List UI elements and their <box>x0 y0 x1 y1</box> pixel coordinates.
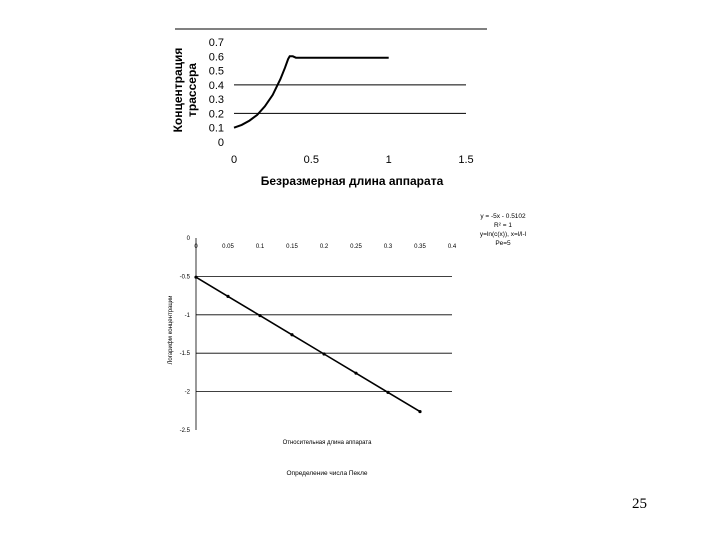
chart2-x-tick-label: 0.05 <box>222 244 234 250</box>
chart2-x-tick-label: 0.4 <box>447 244 457 250</box>
chart1-y-tick-label: 0.5 <box>208 65 224 78</box>
chart2-data-point <box>386 391 389 394</box>
chart2-data-point <box>194 276 197 279</box>
chart2-annotation-line: Pe=5 <box>495 240 511 247</box>
chart1-y-tick-label: 0.3 <box>208 94 224 107</box>
chart1-y-tick-label: 0.2 <box>208 108 224 121</box>
page-number: 25 <box>632 496 647 512</box>
chart2-x-tick-label: 0.25 <box>350 244 362 250</box>
chart1-y-axis-label-line1: Концентрация <box>171 47 185 133</box>
concentration-chart <box>171 37 474 188</box>
chart1-y-tick-label: 0.1 <box>208 122 224 135</box>
chart2-y-tick-label: -0.5 <box>179 274 190 281</box>
chart2-data-point <box>290 333 293 336</box>
chart2-annotation-line: y = -5x - 0.5102 <box>480 213 526 220</box>
chart1-series-line <box>234 56 389 127</box>
chart2-data-point <box>322 352 325 355</box>
chart2-data-point <box>226 295 229 298</box>
chart2-x-tick-label: 0.15 <box>286 244 298 250</box>
chart2-data-point <box>418 410 421 413</box>
chart2-x-tick-label: 0.35 <box>414 244 426 250</box>
chart2-y-tick-label: -2.5 <box>179 428 190 434</box>
chart2-x-tick-label: 0.1 <box>255 244 265 250</box>
chart1-y-ticks <box>209 37 224 149</box>
chart2-y-tick-label: -2 <box>184 389 190 396</box>
chart1-y-tick-label: 0.7 <box>208 37 224 49</box>
chart2-annotation-line: R² = 1 <box>494 222 512 229</box>
peclet-chart <box>168 213 527 477</box>
chart1-y-axis-label-line2: трассера <box>185 63 199 117</box>
chart2-x-axis-label: Относительная длина аппарата <box>282 440 372 446</box>
chart1-y-tick-label: 0.6 <box>208 51 224 64</box>
chart2-x-tick-label: 0 <box>194 244 198 250</box>
chart2-y-tick-label: -1 <box>184 312 190 319</box>
chart1-x-tick-label: 1 <box>385 154 392 166</box>
chart2-y-axis-label: Логарифм концентрации <box>168 295 174 365</box>
chart1-x-axis-label: Безразмерная длина аппарата <box>260 174 444 188</box>
chart1-y-tick-label: 0.4 <box>208 79 224 92</box>
chart2-y-ticks <box>180 236 191 434</box>
chart2-data-point <box>354 372 357 375</box>
chart1-x-tick-label: 1.5 <box>458 154 474 166</box>
chart1-x-tick-label: 0 <box>230 154 238 166</box>
chart2-data-point <box>258 314 261 317</box>
chart2-x-ticks <box>194 244 457 250</box>
chart2-y-tick-label: 0 <box>186 236 190 242</box>
chart2-y-tick-label: -1.5 <box>179 351 190 358</box>
chart2-x-tick-label: 0.2 <box>319 244 329 250</box>
chart2-annotation <box>480 213 527 247</box>
chart2-annotation-line: y=ln(c(x)), x=l/l-l <box>479 231 527 238</box>
chart1-y-tick-label: 0 <box>217 137 224 149</box>
chart1-x-tick-label: 0.5 <box>303 154 319 166</box>
chart2-x-tick-label: 0.3 <box>383 244 393 250</box>
chart2-title: Определение числа Пекле <box>286 470 368 477</box>
chart1-x-ticks <box>231 154 474 166</box>
chart2-gridlines <box>196 276 452 391</box>
